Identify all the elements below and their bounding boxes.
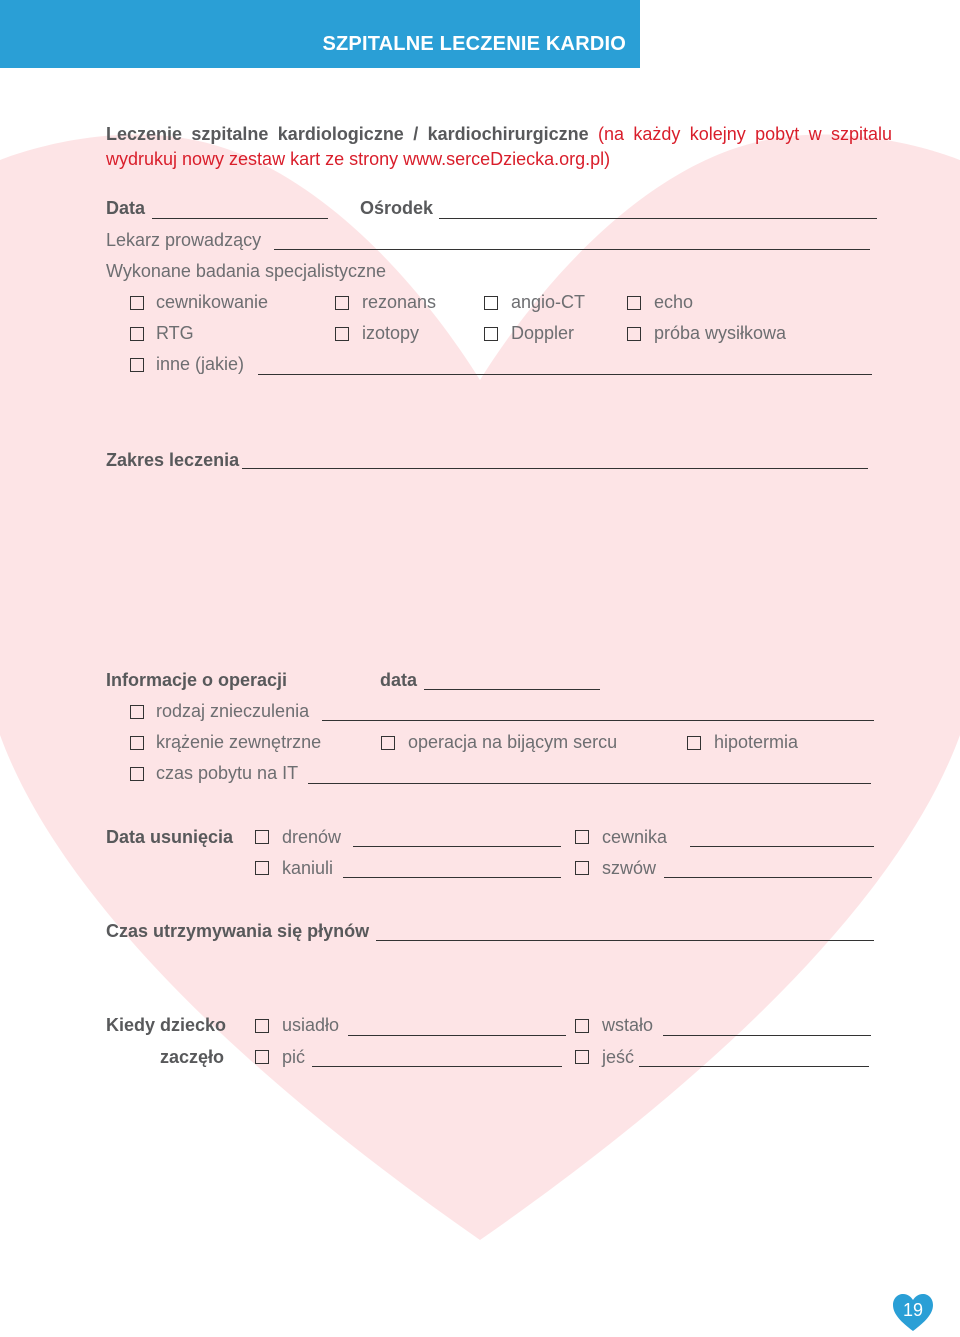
czas-it-field[interactable] — [308, 783, 871, 784]
jesc-field[interactable] — [639, 1066, 869, 1067]
checkbox-krazenie[interactable] — [130, 736, 144, 750]
osrodek-label: Ośrodek — [360, 198, 434, 218]
exam-rezonans: rezonans — [362, 292, 437, 312]
checkbox-izotopy[interactable] — [335, 327, 349, 341]
exam-doppler: Doppler — [511, 323, 575, 343]
checkbox-szwow[interactable] — [575, 861, 589, 875]
checkbox-inne[interactable] — [130, 358, 144, 372]
checkbox-kaniuli[interactable] — [255, 861, 269, 875]
exam-cewnikowanie: cewnikowanie — [156, 292, 269, 312]
page-number: 19 — [902, 1300, 924, 1320]
usuniecie-label: Data usunięcia — [106, 827, 234, 847]
jesc-label: jeść — [602, 1047, 635, 1067]
kaniuli-label: kaniuli — [282, 858, 334, 878]
lekarz-label: Lekarz prowadzący — [106, 230, 262, 250]
bijace-serce-label: operacja na bijącym sercu — [408, 732, 618, 752]
checkbox-rtg[interactable] — [130, 327, 144, 341]
znieczulenie-field[interactable] — [322, 720, 874, 721]
inne-field[interactable] — [258, 374, 872, 375]
operacja-label: Informacje o operacji — [106, 670, 288, 690]
zakres-label: Zakres leczenia — [106, 450, 240, 470]
checkbox-doppler[interactable] — [484, 327, 498, 341]
intro-bold: Leczenie szpitalne kardiologiczne / kardiochirurgiczne — [106, 124, 589, 144]
szwow-field[interactable] — [664, 877, 872, 878]
drenow-field[interactable] — [353, 846, 561, 847]
czas-it-label: czas pobytu na IT — [156, 763, 299, 783]
cewnika-label: cewnika — [602, 827, 668, 847]
osrodek-field[interactable] — [439, 218, 877, 219]
pic-label: pić — [282, 1047, 306, 1067]
exam-angio-ct: angio-CT — [511, 292, 586, 312]
drenow-label: drenów — [282, 827, 342, 847]
page-number-badge — [893, 1294, 933, 1332]
page-title: SZPITALNE LECZENIE KARDIO — [322, 33, 626, 55]
checkbox-jesc[interactable] — [575, 1050, 589, 1064]
plyny-field[interactable] — [376, 940, 874, 941]
checkbox-cewnika[interactable] — [575, 830, 589, 844]
operacja-data-field[interactable] — [424, 689, 600, 690]
exam-rtg: RTG — [156, 323, 194, 343]
usiadlo-label: usiadło — [282, 1015, 340, 1035]
checkbox-cewnikowanie[interactable] — [130, 296, 144, 310]
data-label: Data — [106, 198, 146, 218]
checkbox-pic[interactable] — [255, 1050, 269, 1064]
usiadlo-field[interactable] — [348, 1035, 566, 1036]
szwow-label: szwów — [602, 858, 657, 878]
checkbox-znieczulenie[interactable] — [130, 705, 144, 719]
operacja-data-label: data — [380, 670, 418, 690]
lekarz-field[interactable] — [274, 249, 870, 250]
header-banner — [0, 0, 640, 68]
znieczulenie-label: rodzaj znieczulenia — [156, 701, 310, 721]
intro-note: (na każdy kolejny pobyt w szpitalu wydrukuj nowy zestaw kart ze strony www.serceDziecka.org.pl) — [106, 124, 892, 169]
exam-echo: echo — [654, 292, 694, 312]
checkbox-czas-it[interactable] — [130, 767, 144, 781]
checkbox-proba-wysilkowa[interactable] — [627, 327, 641, 341]
wstalo-label: wstało — [602, 1015, 654, 1035]
inne-label: inne (jakie) — [156, 354, 245, 374]
data-field[interactable] — [152, 218, 328, 219]
checkbox-usiadlo[interactable] — [255, 1019, 269, 1033]
checkbox-bijace-serce[interactable] — [381, 736, 395, 750]
wstalo-field[interactable] — [663, 1035, 871, 1036]
kiedy-label-2: zaczęło — [160, 1047, 225, 1067]
checkbox-rezonans[interactable] — [335, 296, 349, 310]
checkbox-wstalo[interactable] — [575, 1019, 589, 1033]
zakres-field[interactable] — [242, 468, 868, 469]
cewnika-field[interactable] — [690, 846, 874, 847]
exam-izotopy: izotopy — [362, 323, 420, 343]
checkbox-hipotermia[interactable] — [687, 736, 701, 750]
checkbox-angio-ct[interactable] — [484, 296, 498, 310]
krazenie-label: krążenie zewnętrzne — [156, 732, 322, 752]
checkbox-echo[interactable] — [627, 296, 641, 310]
pic-field[interactable] — [312, 1066, 562, 1067]
kiedy-label-1: Kiedy dziecko — [106, 1015, 227, 1035]
plyny-label: Czas utrzymywania się płynów — [106, 921, 370, 941]
checkbox-drenow[interactable] — [255, 830, 269, 844]
exam-proba-wysilkowa: próba wysiłkowa — [654, 323, 787, 343]
intro-text — [106, 122, 892, 172]
badania-label: Wykonane badania specjalistyczne — [106, 261, 387, 281]
kaniuli-field[interactable] — [343, 877, 561, 878]
hipotermia-label: hipotermia — [714, 732, 799, 752]
